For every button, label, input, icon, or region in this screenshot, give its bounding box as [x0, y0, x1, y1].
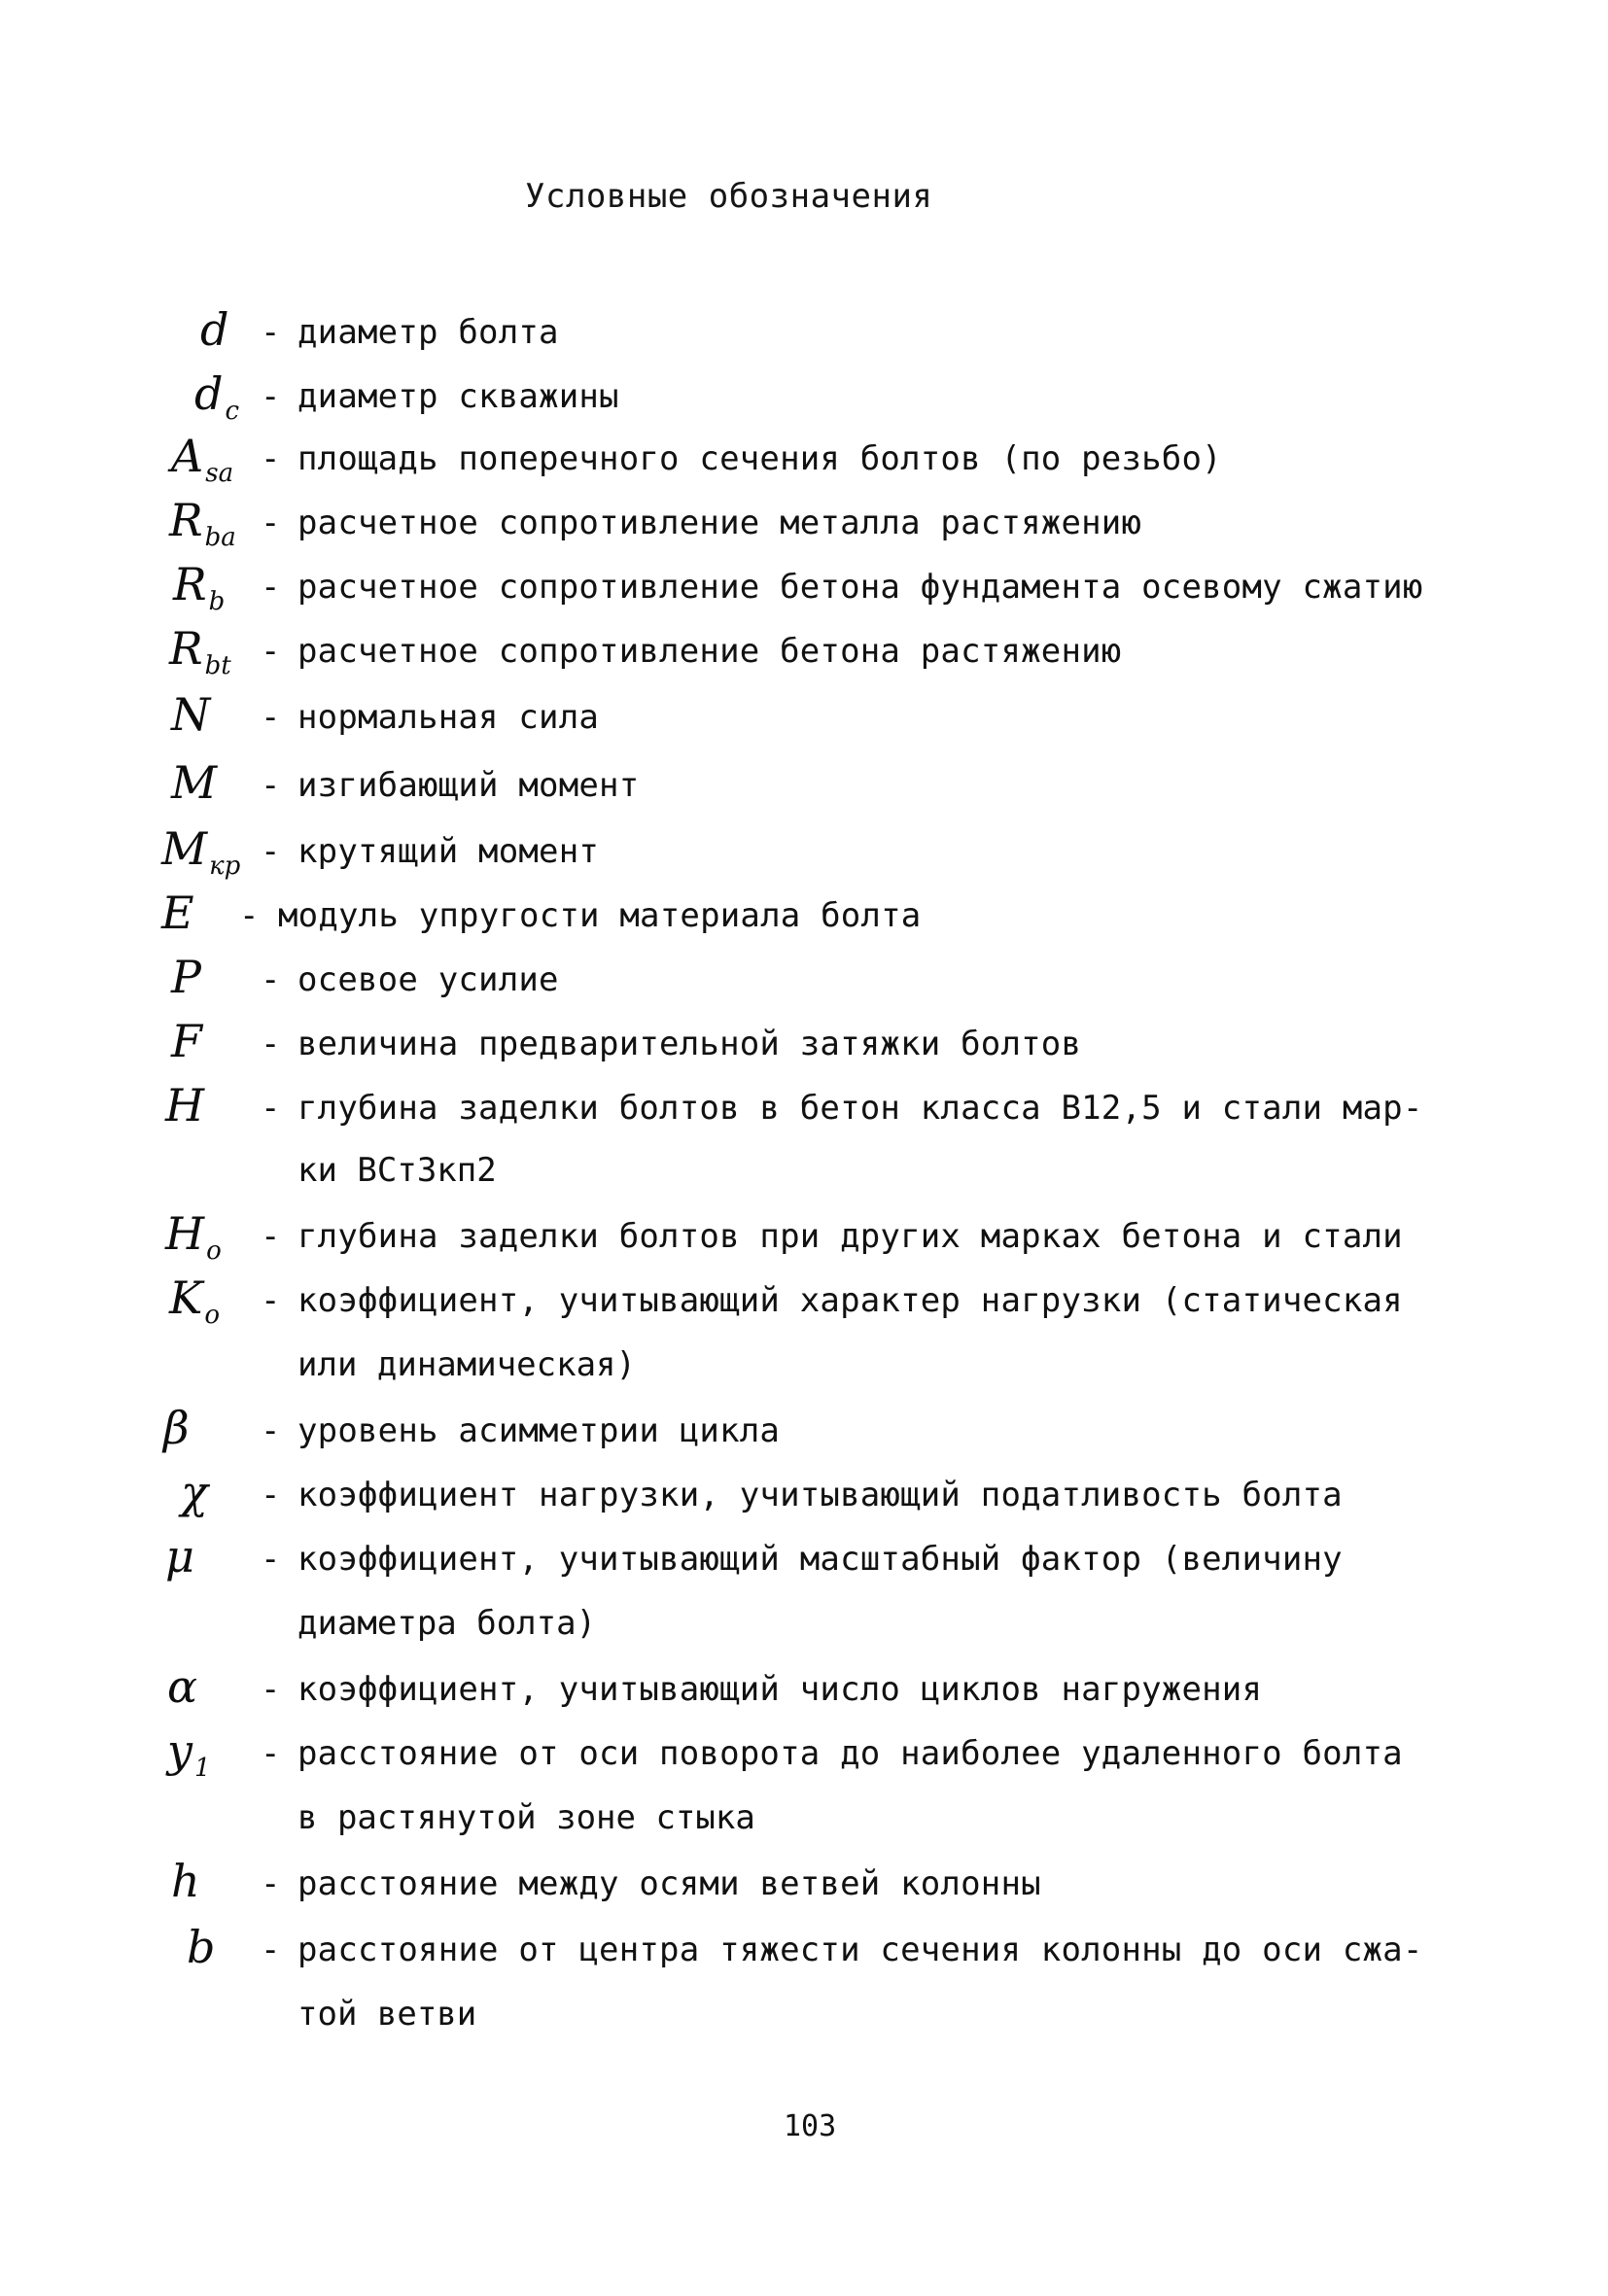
symbol: H [165, 1079, 205, 1131]
symbol: $d_c$ [194, 367, 240, 426]
definition-text: модуль упругости материала болта [278, 896, 922, 935]
dash: - [261, 1734, 281, 1773]
definition-text: глубина заделки болтов при других марках бетона и стали [297, 1217, 1403, 1256]
symbol: $R_{ba}$ [169, 494, 236, 552]
list-item [0, 622, 1608, 686]
list-item [0, 1530, 1608, 1656]
definition-text: коэффициент нагрузки, учитывающий податливость болта [297, 1476, 1343, 1514]
dash: - [261, 1931, 281, 1969]
definition-text: расстояние от оси поворота до наиболее удаленного болта [297, 1734, 1403, 1773]
dash: - [261, 439, 281, 478]
list-item [0, 494, 1608, 558]
symbol: μ [165, 1530, 194, 1583]
symbol: d [200, 303, 229, 356]
list-item [0, 1921, 1608, 2047]
definition-text: изгибающий момент [297, 766, 640, 805]
dash: - [261, 1281, 281, 1320]
list-item [0, 1466, 1608, 1530]
list-item [0, 756, 1608, 820]
definition-text: расстояние от центра тяжести сечения колонны до оси сжа- [297, 1931, 1423, 1969]
dash: - [261, 766, 281, 805]
definition-text: диаметр болта [297, 313, 559, 352]
list-item [0, 1207, 1608, 1271]
page-title: Условные обозначения [525, 177, 933, 216]
list-item [0, 1660, 1608, 1724]
definition-text: коэффициент, учитывающий характер нагрузки (статическая [297, 1281, 1403, 1320]
definition-text: нормальная сила [297, 698, 600, 737]
dash: - [261, 1476, 281, 1514]
definition-text: расчетное сопротивление бетона растяжению [297, 632, 1122, 671]
dash: - [261, 832, 281, 871]
symbol: $A_{sa}$ [171, 430, 234, 488]
list-item [0, 1015, 1608, 1079]
list-item [0, 367, 1608, 432]
symbol: α [167, 1660, 198, 1713]
definition-text: величина предварительной затяжки болтов [297, 1025, 1082, 1063]
list-item [0, 303, 1608, 367]
list-item [0, 688, 1608, 752]
list-item [0, 1271, 1608, 1398]
dash: - [261, 1411, 281, 1450]
definition-continuation: ки ВСт3кп2 [297, 1151, 497, 1190]
definition-text: уровень асимметрии цикла [297, 1411, 781, 1450]
list-item [0, 1402, 1608, 1466]
dash: - [261, 1670, 281, 1709]
dash: - [261, 568, 281, 607]
symbol: $R_b$ [173, 558, 226, 616]
definition-continuation: той ветви [297, 1995, 477, 2034]
definition-text: диаметр скважины [297, 377, 619, 416]
list-item [0, 430, 1608, 494]
symbol: M [171, 756, 218, 809]
definition-text: крутящий момент [297, 832, 600, 871]
definition-text: расчетное сопротивление металла растяжению [297, 504, 1142, 542]
list-item [0, 951, 1608, 1015]
definition-text: осевое усилие [297, 960, 559, 999]
definition-text: расчетное сопротивление бетона фундамента осевому сжатию [297, 568, 1423, 607]
symbol: E [161, 887, 194, 939]
list-item [0, 558, 1608, 622]
symbol: $H_o$ [165, 1207, 222, 1266]
dash: - [261, 377, 281, 416]
symbol: b [187, 1921, 216, 1973]
dash: - [261, 1864, 281, 1903]
symbol: $R_{bt}$ [169, 622, 231, 680]
list-item [0, 1724, 1608, 1851]
page-number: 103 [784, 2109, 837, 2143]
definition-text: глубина заделки болтов в бетон класса В12,5 и стали мар- [297, 1089, 1423, 1128]
symbol: $K_o$ [169, 1271, 221, 1330]
symbol: $y_1$ [167, 1724, 211, 1783]
definition-continuation: или динамическая) [297, 1345, 636, 1384]
dash: - [261, 1025, 281, 1063]
dash: - [261, 632, 281, 671]
list-item [0, 1855, 1608, 1919]
definition-continuation: в растянутой зоне стыка [297, 1798, 755, 1837]
symbol: χ [181, 1466, 208, 1518]
list-item [0, 887, 1608, 951]
dash: - [261, 960, 281, 999]
symbol: h [171, 1855, 200, 1907]
dash: - [261, 1540, 281, 1579]
definition-text: расстояние между осями ветвей колонны [297, 1864, 1041, 1903]
definition-text: коэффициент, учитывающий число циклов нагружения [297, 1670, 1263, 1709]
symbol: $M_{кр}$ [161, 822, 241, 881]
definition-text: площадь поперечного сечения болтов (по резьбо) [297, 439, 1222, 478]
list-item [0, 822, 1608, 887]
list-item [0, 1079, 1608, 1205]
definition-continuation: диаметра болта) [297, 1604, 597, 1643]
symbol: P [171, 951, 201, 1003]
dash: - [261, 313, 281, 352]
dash: - [239, 896, 260, 935]
symbol: N [171, 688, 211, 741]
dash: - [261, 698, 281, 737]
symbol: β [163, 1402, 190, 1454]
dash: - [261, 1217, 281, 1256]
symbol: F [171, 1015, 202, 1067]
dash: - [261, 1089, 281, 1128]
dash: - [261, 504, 281, 542]
definition-text: коэффициент, учитывающий масштабный фактор (величину [297, 1540, 1343, 1579]
